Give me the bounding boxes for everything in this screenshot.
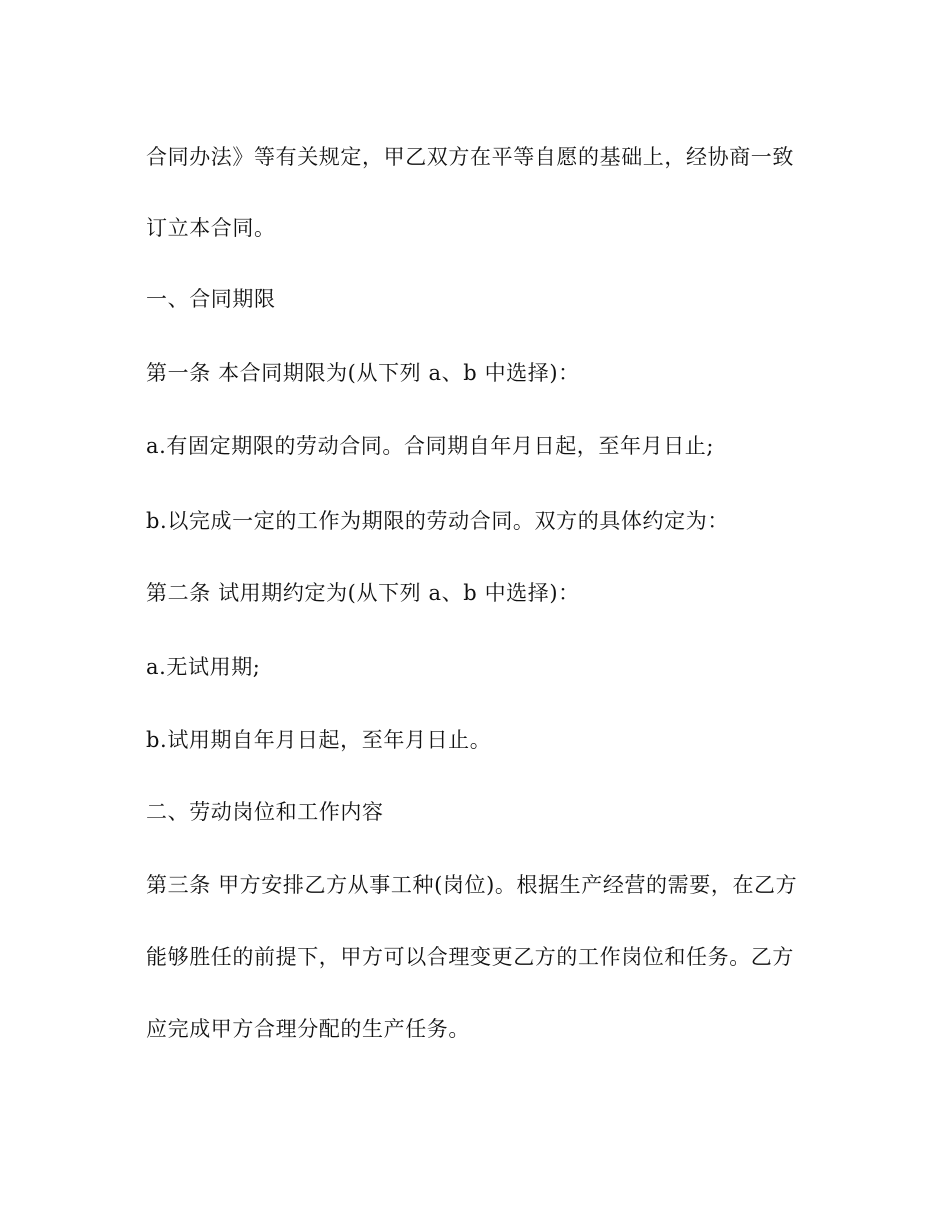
article-2-option-b: b.试用期自年月日起，至年月日止。: [146, 728, 492, 752]
paragraph-line-1: 合同办法》等有关规定，甲乙双方在平等自愿的基础上，经协商一致: [146, 145, 794, 169]
article-1-option-a: a.有固定期限的劳动合同。合同期自年月日起，至年月日止;: [146, 434, 715, 458]
article-1-option-b: b.以完成一定的工作为期限的劳动合同。双方的具体约定为：: [146, 509, 729, 533]
section-heading-job-duties: 二、劳动岗位和工作内容: [146, 800, 384, 824]
section-heading-contract-term: 一、合同期限: [146, 287, 276, 311]
article-2-heading: 第二条 试用期约定为(从下列 a、b 中选择)：: [146, 581, 580, 605]
paragraph-line-2: 订立本合同。: [146, 216, 276, 240]
article-3-line-2: 能够胜任的前提下，甲方可以合理变更乙方的工作岗位和任务。乙方: [146, 945, 794, 969]
article-3-line-3: 应完成甲方合理分配的生产任务。: [146, 1017, 470, 1041]
article-3-line-1: 第三条 甲方安排乙方从事工种(岗位)。根据生产经营的需要，在乙方: [146, 873, 798, 897]
article-2-option-a: a.无试用期;: [146, 655, 261, 679]
article-1-heading: 第一条 本合同期限为(从下列 a、b 中选择)：: [146, 361, 580, 385]
